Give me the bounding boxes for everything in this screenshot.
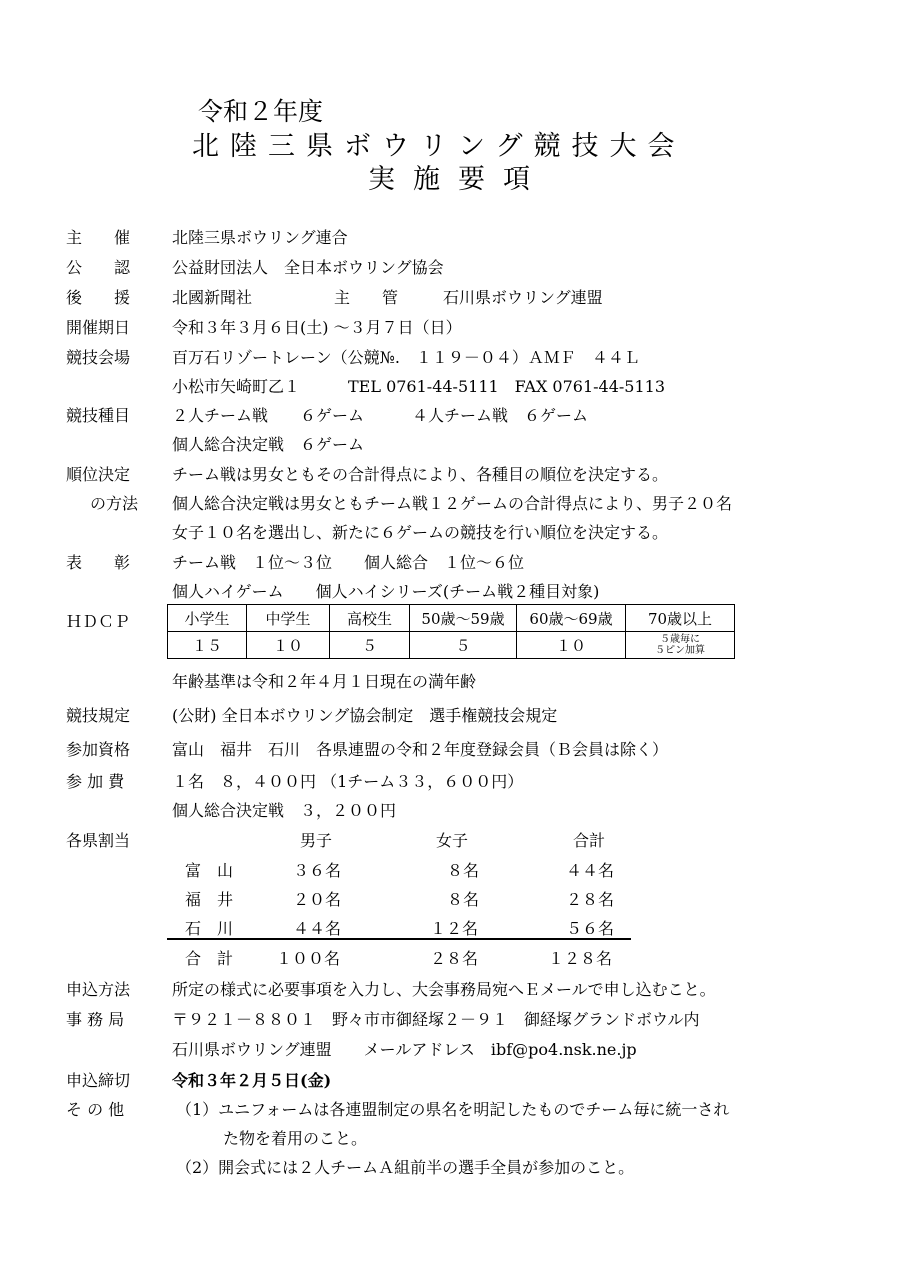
title-event: 北陸三県ボウリング競技大会 (192, 131, 686, 162)
rules-label: 競技規定 (66, 706, 131, 725)
office-contact: 石川県ボウリング連盟 メールアドレス ibf@po4.nsk.ne.jp (172, 1040, 637, 1059)
hdcp-label: ＨＤＣＰ (66, 612, 131, 631)
quota-pref: 石 川 (185, 919, 234, 938)
hdcp-header: 70歳以上 (626, 605, 735, 632)
events-text: ２人チーム戦 ６ゲーム ４人チーム戦 ６ゲーム (172, 406, 589, 425)
fee-text: １名 ８，４００円 （1チーム３３，６００円） (172, 772, 524, 791)
title-year: 令和２年度 (198, 97, 324, 126)
support-label: 後 援 (66, 288, 131, 307)
awards-text2: 個人ハイゲーム 個人ハイシリーズ(チーム戦２種目対象) (172, 582, 600, 601)
quota-total: ２８名 (566, 890, 615, 909)
office-address: 〒９２１－８８０１ 野々市市御経塚２－９１ 御経塚グランドボウル内 (172, 1010, 700, 1029)
organizer-label: 主 管 (334, 288, 399, 307)
apply-label: 申込方法 (66, 980, 131, 999)
hdcp-value-row (168, 632, 735, 659)
title-guidelines: 実施要項 (368, 164, 548, 195)
quota-total: ４４名 (566, 861, 615, 880)
quota-grand-total: １２８名 (548, 949, 613, 968)
quota-male: ３６名 (293, 861, 342, 880)
dates-label: 開催期日 (66, 318, 131, 337)
quota-pref-total: 合 計 (185, 949, 234, 968)
approval-label: 公 認 (66, 258, 131, 277)
quota-header-female: 女子 (436, 831, 469, 850)
eligibility-text: 富山 福井 石川 各県連盟の令和２年度登録会員（Ｂ会員は除く） (172, 740, 669, 759)
rules-text: (公財) 全日本ボウリング協会制定 選手権競技会規定 (172, 706, 558, 725)
organizer-text: 石川県ボウリング連盟 (443, 288, 603, 307)
hdcp-header: 高校生 (330, 605, 410, 632)
fee-label: 参 加 費 (66, 772, 125, 791)
quota-female: ８名 (447, 861, 480, 880)
hdcp-table (167, 604, 735, 659)
dates-text: 令和３年３月６日(土) ～３月７日（日） (172, 318, 462, 337)
events-label: 競技種目 (66, 406, 131, 425)
eligibility-label: 参加資格 (66, 740, 131, 759)
ranking-text3: 女子１０名を選出し、新たに６ゲームの競技を行い順位を決定する。 (172, 523, 669, 542)
other-item2: （2）開会式には２人チームＡ組前半の選手全員が参加のこと。 (176, 1158, 635, 1177)
quota-pref: 富 山 (185, 861, 234, 880)
quota-header-total: 合計 (573, 831, 606, 850)
other-item1-cont: た物を着用のこと。 (223, 1129, 368, 1148)
office-label: 事 務 局 (66, 1010, 125, 1029)
quota-male: ４４名 (293, 919, 342, 938)
hdcp-value: ５ (410, 632, 517, 659)
hdcp-value: １０ (247, 632, 330, 659)
host-text: 北陸三県ボウリング連合 (172, 228, 348, 247)
apply-text: 所定の様式に必要事項を入力し、大会事務局宛へＥメールで申し込むこと。 (172, 980, 716, 999)
ranking-label: 順位決定 (66, 465, 131, 484)
ranking-text2: 個人総合決定戦は男女ともチーム戦１２ゲームの合計得点により、男子２０名 (172, 494, 733, 513)
venue-label: 競技会場 (66, 348, 131, 367)
other-label: そ の 他 (66, 1100, 125, 1119)
venue-text: 百万石リゾートレーン（公競№. １１９－０４）ＡＭＦ ４４Ｌ (172, 348, 640, 367)
hdcp-header: 小学生 (168, 605, 247, 632)
quota-pref: 福 井 (185, 890, 234, 909)
quota-male-total: １００名 (276, 949, 341, 968)
quota-female: １２名 (430, 919, 479, 938)
ranking-label2: の方法 (90, 494, 139, 513)
awards-label: 表 彰 (66, 553, 131, 572)
host-label: 主 催 (66, 228, 131, 247)
events-text2: 個人総合決定戦 ６ゲーム (172, 435, 365, 454)
approval-text: 公益財団法人 全日本ボウリング協会 (172, 258, 444, 277)
hdcp-note: 年齢基準は令和２年４月１日現在の満年齢 (172, 672, 477, 691)
deadline-label: 申込締切 (66, 1071, 131, 1090)
hdcp-header-row (168, 605, 735, 632)
ranking-text: チーム戦は男女ともその合計得点により、各種目の順位を決定する。 (172, 465, 669, 484)
support-text: 北國新聞社 (172, 288, 253, 307)
hdcp-value-senior (626, 632, 735, 659)
hdcp-value: １０ (517, 632, 626, 659)
quota-female-total: ２８名 (430, 949, 479, 968)
hdcp-value: ５ (330, 632, 410, 659)
venue-address: 小松市矢崎町乙１ TEL 0761-44-5111 FAX 0761-44-5113 (172, 377, 666, 396)
quota-total: ５６名 (566, 919, 615, 938)
hdcp-header: 60歳～69歳 (517, 605, 626, 632)
hdcp-header: 中学生 (247, 605, 330, 632)
quota-male: ２０名 (293, 890, 342, 909)
quota-header-male: 男子 (300, 831, 333, 850)
hdcp-senior-line2: ５ピン加算 (655, 645, 705, 656)
quota-total-divider (167, 938, 631, 940)
deadline-text: 令和３年２月５日(金) (172, 1071, 332, 1090)
hdcp-header: 50歳～59歳 (410, 605, 517, 632)
quota-label: 各県割当 (66, 831, 131, 850)
quota-female: ８名 (447, 890, 480, 909)
hdcp-senior-line1: ５歳毎に (660, 634, 700, 645)
other-item1: （1）ユニフォームは各連盟制定の県名を明記したものでチーム毎に統一され (176, 1100, 730, 1119)
hdcp-value: １５ (168, 632, 247, 659)
fee-text2: 個人総合決定戦 ３，２００円 (172, 801, 397, 820)
awards-text: チーム戦 １位～３位 個人総合 １位～６位 (172, 553, 525, 572)
